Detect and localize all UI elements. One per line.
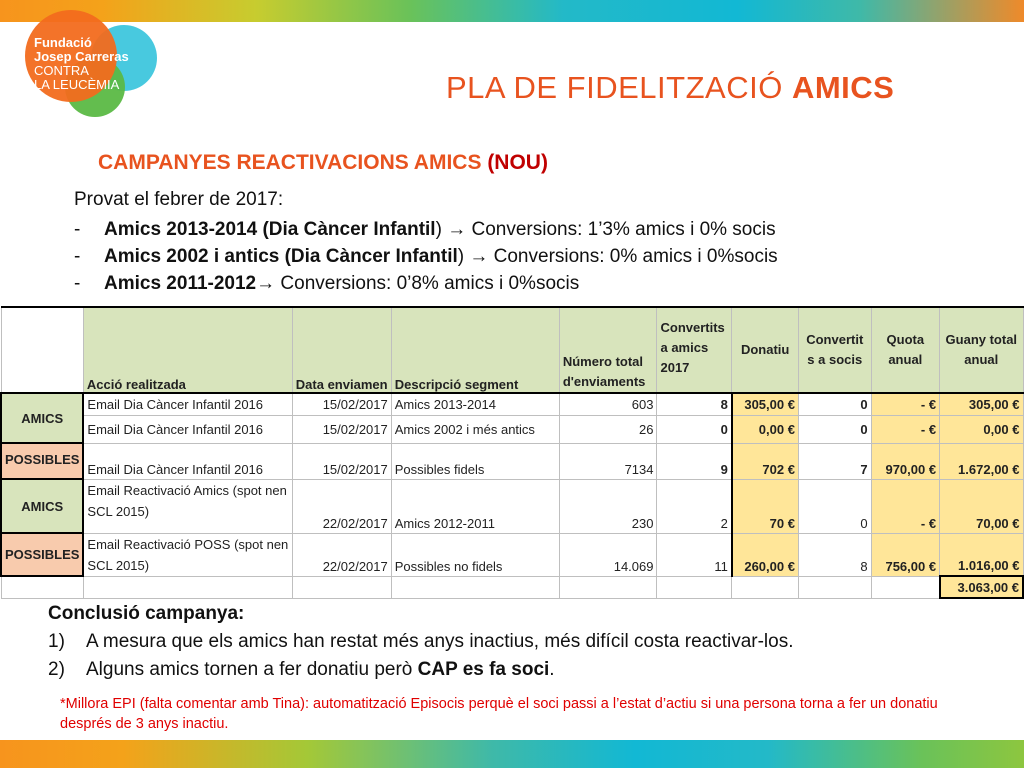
segment-label-amics: AMICS bbox=[1, 393, 83, 443]
subtitle-main: CAMPANYES REACTIVACIONS AMICS bbox=[98, 151, 482, 174]
date-cell: 22/02/2017 bbox=[292, 479, 391, 533]
quota-cell: - € bbox=[871, 415, 940, 443]
subtitle-new-tag: (NOU) bbox=[487, 151, 548, 174]
accio-cell: Email Dia Càncer Infantil 2016 bbox=[83, 393, 292, 415]
accio-cell: Email Dia Càncer Infantil 2016 bbox=[83, 415, 292, 443]
segment-desc-cell: Amics 2012-2011 bbox=[391, 479, 559, 533]
table-row bbox=[1, 533, 1023, 576]
segment-desc-cell: Amics 2002 i més antics bbox=[391, 415, 559, 443]
arrow-icon: → bbox=[447, 219, 467, 240]
guany-cell: 1.672,00 € bbox=[940, 443, 1023, 479]
bullet-dash: - bbox=[74, 273, 81, 294]
logo-line-3: CONTRA bbox=[34, 63, 89, 78]
improvement-note: *Millora EPI (falta comentar amb Tina): automatització Episocis perquè el soci passi a l’estat d’actiu si una persona torna a fer un donatiu després de 3 anys inactiu. bbox=[60, 696, 938, 732]
segment-label-possibles: POSSIBLES bbox=[1, 533, 83, 576]
bullet-dash: - bbox=[74, 246, 81, 267]
socis-cell: 7 bbox=[798, 443, 871, 479]
enviaments-cell: 603 bbox=[559, 393, 657, 415]
enviaments-cell: 7134 bbox=[559, 443, 657, 479]
bullet-bold: Amics 2013-2014 (Dia Càncer Infantil bbox=[104, 219, 436, 240]
date-cell: 22/02/2017 bbox=[292, 533, 391, 576]
socis-cell: 0 bbox=[798, 479, 871, 533]
empty-cell bbox=[798, 576, 871, 598]
header-cell: Número total d'enviaments bbox=[559, 307, 657, 393]
convertits-cell: 11 bbox=[657, 533, 732, 576]
conclusion-title: Conclusió campanya: bbox=[48, 603, 245, 624]
empty-cell bbox=[732, 576, 799, 598]
section-subtitle bbox=[98, 151, 548, 175]
donatiu-cell: 702 € bbox=[732, 443, 799, 479]
segment-desc-cell: Possibles no fidels bbox=[391, 533, 559, 576]
bullet-rest: Conversions: 0’8% amics i 0%socis bbox=[280, 273, 580, 294]
quota-cell: 970,00 € bbox=[871, 443, 940, 479]
accio-cell: Email Dia Càncer Infantil 2016 bbox=[83, 443, 292, 479]
arrow-icon: → bbox=[469, 246, 489, 267]
bullet-bold: Amics 2011-2012 bbox=[104, 273, 257, 294]
quota-cell: - € bbox=[871, 479, 940, 533]
donatiu-cell: 0,00 € bbox=[732, 415, 799, 443]
bottom-color-bar bbox=[0, 740, 1024, 768]
title-part-2: AMICS bbox=[791, 70, 895, 105]
convertits-cell: 0 bbox=[657, 415, 732, 443]
header-cell: Guany total anual bbox=[940, 307, 1023, 393]
intro-text: Provat el febrer de 2017: bbox=[74, 189, 284, 210]
header-cell: Convertits a amics 2017 bbox=[657, 307, 732, 393]
enviaments-cell: 14.069 bbox=[559, 533, 657, 576]
empty-cell bbox=[83, 576, 292, 598]
convertits-cell: 9 bbox=[657, 443, 732, 479]
conclusion-bold: CAP es fa soci bbox=[417, 659, 550, 680]
date-cell: 15/02/2017 bbox=[292, 393, 391, 415]
enviaments-cell: 26 bbox=[559, 415, 657, 443]
guany-cell: 0,00 € bbox=[940, 415, 1023, 443]
conclusion-text: A mesura que els amics han restat més anys inactius, més difícil costa reactivar-los. bbox=[86, 631, 794, 652]
empty-cell bbox=[391, 576, 559, 598]
arrow-icon: → bbox=[256, 273, 276, 294]
bullet-rest: Conversions: 1’3% amics i 0% socis bbox=[471, 219, 776, 240]
donatiu-cell: 260,00 € bbox=[732, 533, 799, 576]
results-bullet-list bbox=[74, 216, 778, 297]
date-cell: 15/02/2017 bbox=[292, 415, 391, 443]
header-cell bbox=[1, 307, 83, 393]
total-cell: 3.063,00 € bbox=[940, 576, 1023, 598]
segment-desc-cell: Amics 2013-2014 bbox=[391, 393, 559, 415]
conclusion-number: 2) bbox=[48, 659, 65, 680]
conclusion-item bbox=[48, 656, 794, 684]
bullet-item bbox=[74, 216, 778, 243]
bullet-dash: - bbox=[74, 219, 81, 240]
segment-desc-cell: Possibles fidels bbox=[391, 443, 559, 479]
guany-cell: 305,00 € bbox=[940, 393, 1023, 415]
empty-cell bbox=[559, 576, 657, 598]
donatiu-cell: 70 € bbox=[732, 479, 799, 533]
header-cell: Data enviamen bbox=[292, 307, 391, 393]
enviaments-cell: 230 bbox=[559, 479, 657, 533]
logo-line-4: LA LEUCÈMIA bbox=[34, 77, 120, 92]
logo-line-1: Fundació bbox=[34, 35, 92, 50]
table-row bbox=[1, 479, 1023, 533]
header-cell: Quota anual bbox=[871, 307, 940, 393]
campaign-results-table bbox=[0, 306, 1024, 599]
bullet-item bbox=[74, 270, 778, 297]
slide-title bbox=[446, 70, 894, 106]
conclusion-number: 1) bbox=[48, 631, 65, 652]
guany-cell: 70,00 € bbox=[940, 479, 1023, 533]
accio-cell: Email Reactivació Amics (spot nen SCL 2015) bbox=[83, 479, 292, 533]
conclusion-list bbox=[48, 628, 794, 684]
bullet-paren: ) bbox=[457, 246, 465, 267]
table-row bbox=[1, 415, 1023, 443]
foundation-logo bbox=[18, 10, 168, 125]
segment-label-possibles: POSSIBLES bbox=[1, 443, 83, 479]
table-row bbox=[1, 393, 1023, 415]
bullet-item bbox=[74, 243, 778, 270]
quota-cell: - € bbox=[871, 393, 940, 415]
campaign-table-wrapper bbox=[0, 306, 1024, 599]
table-row bbox=[1, 443, 1023, 479]
conclusion-item bbox=[48, 628, 794, 656]
empty-cell bbox=[1, 576, 83, 598]
conclusion-text: Alguns amics tornen a fer donatiu però bbox=[86, 659, 418, 680]
convertits-cell: 8 bbox=[657, 393, 732, 415]
table-header-row bbox=[1, 307, 1023, 393]
bullet-rest: Conversions: 0% amics i 0%socis bbox=[493, 246, 778, 267]
header-cell: Donatiu bbox=[732, 307, 799, 393]
header-cell: Acció realitzada bbox=[83, 307, 292, 393]
quota-cell: 756,00 € bbox=[871, 533, 940, 576]
socis-cell: 0 bbox=[798, 393, 871, 415]
bullet-paren: ) bbox=[435, 219, 442, 240]
segment-label-amics: AMICS bbox=[1, 479, 83, 533]
empty-cell bbox=[657, 576, 732, 598]
logo-text bbox=[34, 36, 129, 92]
logo-line-2: Josep Carreras bbox=[34, 49, 129, 64]
convertits-cell: 2 bbox=[657, 479, 732, 533]
conclusion-end: . bbox=[549, 659, 555, 680]
empty-cell bbox=[292, 576, 391, 598]
accio-cell: Email Reactivació POSS (spot nen SCL 2015) bbox=[83, 533, 292, 576]
empty-cell bbox=[871, 576, 940, 598]
bullet-bold: Amics 2002 i antics (Dia Càncer Infantil bbox=[104, 246, 458, 267]
date-cell: 15/02/2017 bbox=[292, 443, 391, 479]
title-part-1: PLA DE FIDELITZACIÓ bbox=[446, 70, 783, 105]
socis-cell: 0 bbox=[798, 415, 871, 443]
socis-cell: 8 bbox=[798, 533, 871, 576]
guany-cell: 1.016,00 € bbox=[940, 533, 1023, 576]
header-cell: Descripció segment bbox=[391, 307, 559, 393]
header-cell: Convertit s a socis bbox=[798, 307, 871, 393]
table-total-row bbox=[1, 576, 1023, 598]
donatiu-cell: 305,00 € bbox=[732, 393, 799, 415]
